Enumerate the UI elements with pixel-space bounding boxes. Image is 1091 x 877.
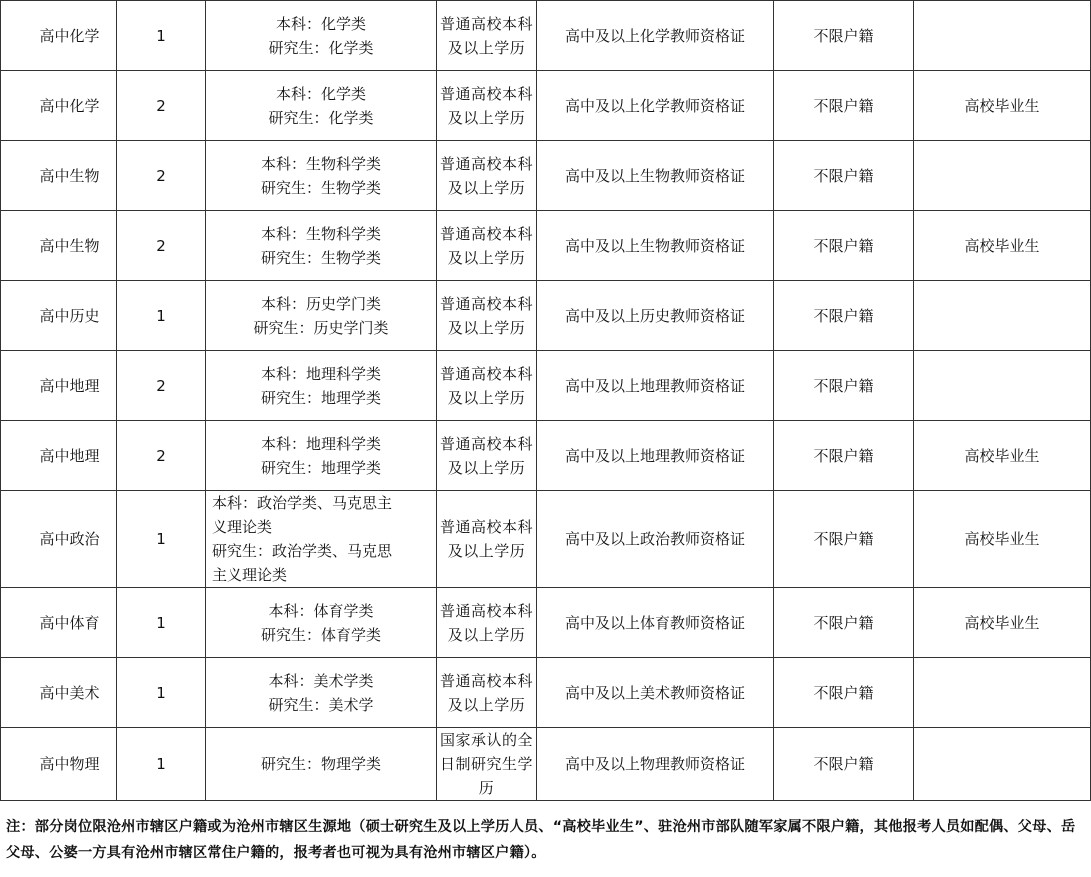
education-cell: 普通高校本科及以上学历 — [437, 71, 537, 141]
table-row — [1, 281, 1091, 351]
table-row — [1, 351, 1091, 421]
major-line: 本科：美术学类 — [268, 671, 374, 690]
certificate-cell: 高中及以上体育教师资格证 — [537, 588, 774, 658]
education-cell: 普通高校本科及以上学历 — [437, 351, 537, 421]
hukou-cell: 不限户籍 — [774, 728, 914, 801]
headcount-cell: 2 — [117, 421, 206, 491]
certificate-cell: 高中及以上化学教师资格证 — [537, 1, 774, 71]
major-line: 本科：化学类 — [275, 14, 366, 33]
hukou-cell: 不限户籍 — [774, 658, 914, 728]
hukou-cell: 不限户籍 — [774, 421, 914, 491]
major-cell — [206, 281, 437, 351]
hukou-cell: 不限户籍 — [774, 1, 914, 71]
major-line: 义理论类 — [212, 518, 273, 536]
other-requirement-cell: 高校毕业生 — [914, 421, 1091, 491]
headcount-cell: 2 — [117, 141, 206, 211]
major-line: 研究生：化学类 — [268, 108, 374, 127]
major-line: 研究生：生物学类 — [260, 178, 381, 197]
headcount-cell: 1 — [117, 491, 206, 588]
education-cell: 普通高校本科及以上学历 — [437, 491, 537, 588]
major-line: 本科：地理科学类 — [260, 434, 381, 453]
other-requirement-cell — [914, 658, 1091, 728]
post-name-cell: 高中体育 — [1, 588, 117, 658]
post-name-cell: 高中物理 — [1, 728, 117, 801]
other-requirement-cell: 高校毕业生 — [914, 71, 1091, 141]
education-cell: 普通高校本科及以上学历 — [437, 1, 537, 71]
headcount-cell: 2 — [117, 211, 206, 281]
table-row — [1, 658, 1091, 728]
certificate-cell: 高中及以上物理教师资格证 — [537, 728, 774, 801]
education-cell: 普通高校本科及以上学历 — [437, 211, 537, 281]
other-requirement-cell — [914, 1, 1091, 71]
headcount-cell: 1 — [117, 281, 206, 351]
other-requirement-cell: 高校毕业生 — [914, 588, 1091, 658]
certificate-cell: 高中及以上美术教师资格证 — [537, 658, 774, 728]
major-line: 主义理论类 — [212, 566, 288, 584]
major-line: 本科：地理科学类 — [260, 364, 381, 383]
post-name-cell: 高中美术 — [1, 658, 117, 728]
other-requirement-cell — [914, 281, 1091, 351]
headcount-cell: 1 — [117, 658, 206, 728]
other-requirement-cell — [914, 728, 1091, 801]
footnote: 注：部分岗位限沧州市辖区户籍或为沧州市辖区生源地（硕士研究生及以上学历人员、“高校毕业生”、驻沧州市部队随军家属不限户籍，其他报考人员如配偶、父母、岳父母、公婆一方具有沧州市辖区常住户籍的，报考者也可视为具有沧州市辖区户籍）。 — [6, 819, 1076, 861]
major-line: 本科：政治学类、马克思主 — [212, 494, 393, 512]
major-cell — [206, 491, 437, 588]
major-cell — [206, 588, 437, 658]
post-name-cell: 高中生物 — [1, 141, 117, 211]
hukou-cell: 不限户籍 — [774, 71, 914, 141]
major-cell — [206, 141, 437, 211]
education-cell: 普通高校本科及以上学历 — [437, 141, 537, 211]
table-row — [1, 728, 1091, 801]
hukou-cell: 不限户籍 — [774, 281, 914, 351]
post-name-cell: 高中化学 — [1, 71, 117, 141]
education-cell: 普通高校本科及以上学历 — [437, 588, 537, 658]
hukou-cell: 不限户籍 — [774, 588, 914, 658]
hukou-cell: 不限户籍 — [774, 211, 914, 281]
certificate-cell: 高中及以上历史教师资格证 — [537, 281, 774, 351]
table-row — [1, 588, 1091, 658]
major-cell — [206, 71, 437, 141]
table-row — [1, 421, 1091, 491]
headcount-cell: 1 — [117, 728, 206, 801]
positions-table-body — [1, 1, 1091, 801]
certificate-cell: 高中及以上生物教师资格证 — [537, 141, 774, 211]
major-line: 研究生：地理学类 — [260, 388, 381, 407]
major-line: 研究生：美术学 — [268, 695, 374, 714]
table-row — [1, 1, 1091, 71]
certificate-cell: 高中及以上地理教师资格证 — [537, 351, 774, 421]
post-name-cell: 高中地理 — [1, 421, 117, 491]
major-cell — [206, 1, 437, 71]
major-line: 本科：体育学类 — [268, 601, 374, 620]
major-line: 研究生：历史学门类 — [253, 318, 389, 337]
other-requirement-cell — [914, 141, 1091, 211]
post-name-cell: 高中化学 — [1, 1, 117, 71]
major-cell — [206, 658, 437, 728]
major-line: 研究生：物理学类 — [260, 755, 381, 773]
table-row — [1, 71, 1091, 141]
major-line: 本科：历史学门类 — [260, 294, 381, 313]
hukou-cell: 不限户籍 — [774, 351, 914, 421]
table-row — [1, 211, 1091, 281]
certificate-cell: 高中及以上生物教师资格证 — [537, 211, 774, 281]
major-cell — [206, 351, 437, 421]
education-cell: 国家承认的全日制研究生学历 — [437, 728, 537, 801]
hukou-cell: 不限户籍 — [774, 491, 914, 588]
certificate-cell: 高中及以上化学教师资格证 — [537, 71, 774, 141]
major-cell — [206, 211, 437, 281]
other-requirement-cell — [914, 351, 1091, 421]
certificate-cell: 高中及以上政治教师资格证 — [537, 491, 774, 588]
major-cell — [206, 421, 437, 491]
major-line: 本科：化学类 — [275, 84, 366, 103]
major-line: 研究生：体育学类 — [260, 625, 381, 644]
major-line: 研究生：地理学类 — [260, 458, 381, 477]
major-line: 研究生：生物学类 — [260, 248, 381, 267]
major-line: 研究生：化学类 — [268, 38, 374, 57]
post-name-cell: 高中政治 — [1, 491, 117, 588]
major-line: 研究生：政治学类、马克思 — [212, 542, 393, 560]
certificate-cell: 高中及以上地理教师资格证 — [537, 421, 774, 491]
headcount-cell: 1 — [117, 1, 206, 71]
education-cell: 普通高校本科及以上学历 — [437, 281, 537, 351]
table-row — [1, 141, 1091, 211]
headcount-cell: 2 — [117, 71, 206, 141]
hukou-cell: 不限户籍 — [774, 141, 914, 211]
major-cell — [206, 728, 437, 801]
major-line: 本科：生物科学类 — [260, 224, 381, 243]
post-name-cell: 高中历史 — [1, 281, 117, 351]
headcount-cell: 2 — [117, 351, 206, 421]
headcount-cell: 1 — [117, 588, 206, 658]
other-requirement-cell: 高校毕业生 — [914, 211, 1091, 281]
post-name-cell: 高中地理 — [1, 351, 117, 421]
table-row — [1, 491, 1091, 588]
education-cell: 普通高校本科及以上学历 — [437, 421, 537, 491]
other-requirement-cell: 高校毕业生 — [914, 491, 1091, 588]
education-cell: 普通高校本科及以上学历 — [437, 658, 537, 728]
major-line: 本科：生物科学类 — [260, 154, 381, 173]
post-name-cell: 高中生物 — [1, 211, 117, 281]
